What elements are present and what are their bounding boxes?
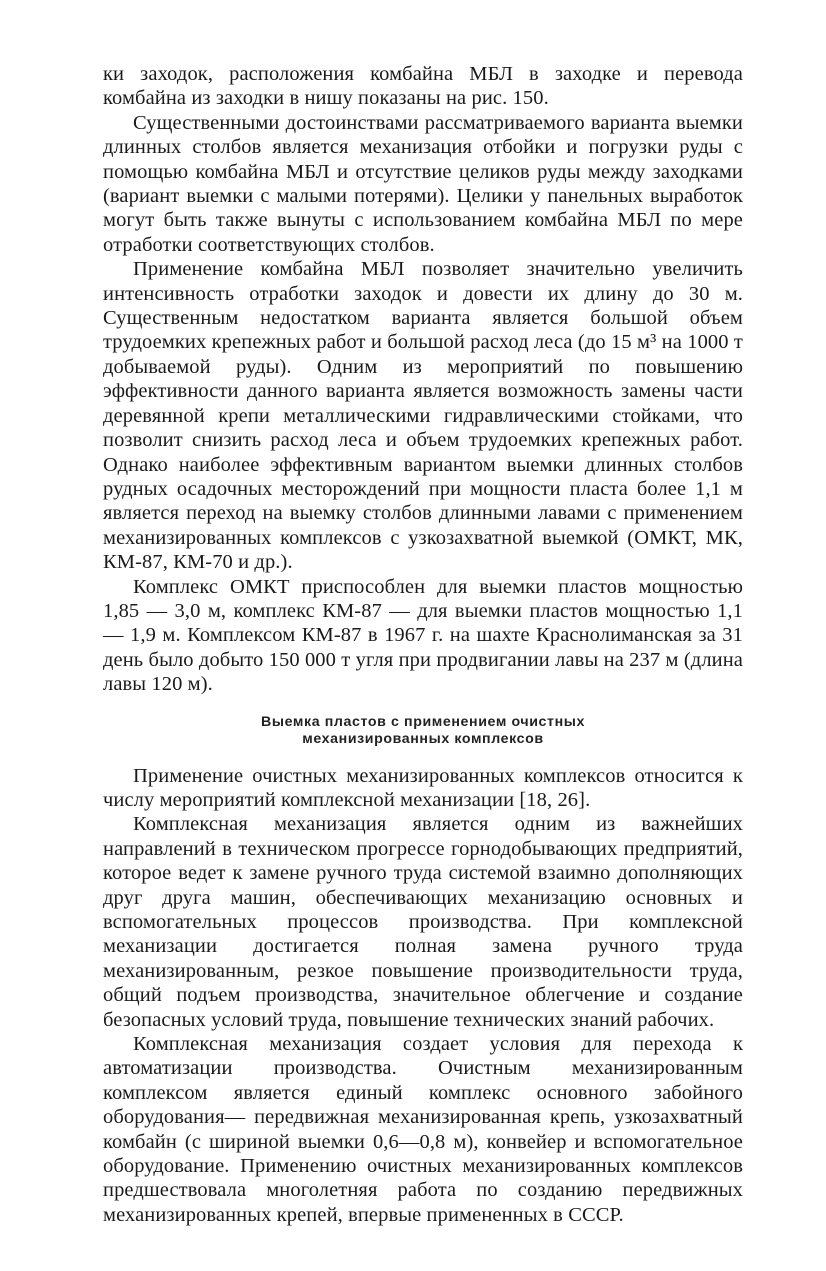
page-body [103, 62, 743, 1227]
paragraph-application-complexes: Применение очистных механизированных комплексов относится к числу мероприятий комплексной механизации [18, 26]. [103, 764, 743, 811]
paragraph-advantages: Существенными достоинствами рассматриваемого варианта выемки длинных столбов является механизация отбойки и погрузки руды с помощью комбайна МБЛ и отсутствие целиков руды между заходками (вариант выемки с малыми потерями). Целики у панельных выработок могут быть также вынуты с использованием комбайна МБЛ по мере отработки соответствующих столбов. [103, 111, 743, 256]
section-heading-line-1: Выемка пластов с применением очистных [261, 713, 585, 730]
section-heading-line-2: механизированных комплексов [302, 730, 544, 747]
paragraph-complex-mechanization: Комплексная механизация является одним из важнейших направлений в техническом прогрессе горнодобывающих предприятий, которое ведет к замене ручного труда системой взаимно дополняющих друг друга машин, обеспечивающих механизацию основных и вспомогательных процессов производства. При комплексной механизации достигается полная замена ручного труда механизированным, резкое повышение производительности труда, общий подъем производства, значительное облегчение и создание безопасных условий труда, повышение технических знаний рабочих. [103, 813, 743, 1031]
paragraph-mbl-application: Применение комбайна МБЛ позволяет значительно увеличить интенсивность отработки заходок и довести их длину до 30 м. Существенным недостатком варианта является большой объем трудоемких крепежных работ и большой расход леса (до 15 м³ на 1000 т добываемой руды). Одним из мероприятий по повышению эффективности данного варианта является возможность замены части деревянной крепи металлическими гидравлическими стойками, что позволит снизить расход леса и объем трудоемких крепежных работ. Однако наиболее эффективным вариантом выемки длинных столбов рудных осадочных месторождений при мощности пласта более 1,1 м является переход на выемку столбов длинными лавами с применением механизированных комплексов с узкозахватной выемкой (ОМКТ, МК, КМ-87, КМ-70 и др.). [103, 258, 743, 574]
section-heading [103, 714, 743, 748]
paragraph-omkt-complex: Комплекс ОМКТ приспособлен для выемки пластов мощностью 1,85 — 3,0 м, комплекс КМ-87 — для выемки пластов мощностью 1,1 — 1,9 м. Комплексом КМ-87 в 1967 г. на шахте Краснолиманская за 31 день было добыто 150 000 т угля при продвигании лавы на 237 м (длина лавы 120 м). [103, 575, 743, 696]
paragraph-continuation: ки заходок, расположения комбайна МБЛ в заходке и перевода комбайна из заходки в нишу показаны на рис. 150. [103, 63, 743, 110]
paragraph-automation: Комплексная механизация создает условия для перехода к автоматизации производства. Очистным механизированным комплексом является единый комплекс основного забойного оборудования— передвижная механизированная крепь, узкозахватный комбайн (с шириной выемки 0,6—0,8 м), конвейер и вспомогательное оборудование. Применению очистных механизированных комплексов предшествовала многолетняя работа по созданию передвижных механизированных крепей, впервые примененных в СССР. [103, 1033, 743, 1226]
